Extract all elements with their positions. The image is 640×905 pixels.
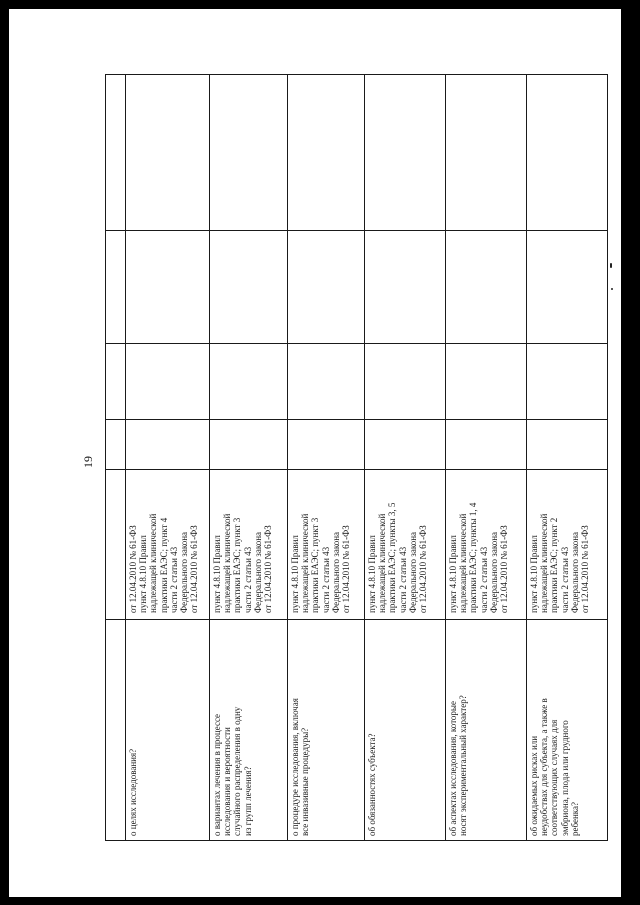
reference-text: пункт 4.8.10 Правил надлежащей клинической практики ЕАЭС; пункты 3, 5 части 2 статьи 43 Федерального закона от 12.04.2010 № 61-ФЗ bbox=[367, 502, 429, 613]
question-cell bbox=[287, 619, 364, 842]
table-column-divider bbox=[106, 343, 607, 344]
checklist-table bbox=[105, 74, 608, 841]
question-cell bbox=[445, 619, 526, 842]
table-column-divider bbox=[106, 419, 607, 420]
scan-speck bbox=[611, 288, 613, 290]
question-cell bbox=[526, 619, 608, 842]
question-text: об ожидаемых рисках или неудобствах для субъекта, а также в соответствующих случаях для эмбриона, плода или грудного ребенка? bbox=[529, 698, 580, 836]
reference-text: пункт 4.8.10 Правил надлежащей клинической практики ЕАЭС; пункт 2 части 2 статьи 43 Федерального закона от 12.04.2010 № 61-ФЗ bbox=[529, 513, 591, 613]
reference-cell bbox=[364, 469, 445, 619]
document-page bbox=[9, 9, 621, 897]
reference-text: пункт 4.8.10 Правил надлежащей клинической практики ЕАЭС; пункт 3 части 2 статьи 43 Федерального закона от 12.04.2010 № 61-ФЗ bbox=[290, 513, 352, 613]
reference-cell bbox=[209, 469, 287, 619]
question-text: об обязанностях субъекта? bbox=[367, 733, 377, 836]
page-number: 19 bbox=[81, 456, 95, 468]
reference-text: пункт 4.8.10 Правил надлежащей клинической практики ЕАЭС; пункты 1, 4 части 2 статьи 43 Федерального закона от 12.04.2010 № 61-ФЗ bbox=[448, 502, 510, 613]
reference-cell bbox=[125, 469, 209, 619]
question-text: об аспектах исследования, которые носят экспериментальный характер? bbox=[448, 695, 469, 836]
question-cell bbox=[125, 619, 209, 842]
question-cell bbox=[209, 619, 287, 842]
reference-cell bbox=[287, 469, 364, 619]
table-column-divider bbox=[106, 230, 607, 231]
scan-speck bbox=[610, 263, 612, 268]
question-text: о вариантах лечения в процессе исследования и вероятности случайного распределения в одну из групп лечения? bbox=[212, 706, 253, 836]
reference-cell bbox=[445, 469, 526, 619]
reference-text: пункт 4.8.10 Правил надлежащей клинической практики ЕАЭС; пункт 3 части 2 статьи 43 Федерального закона от 12.04.2010 № 61-ФЗ bbox=[212, 513, 274, 613]
reference-text: от 12.04.2010 № 61-ФЗ пункт 4.8.10 Правил надлежащей клинической практики ЕАЭС; пункт 4 части 2 статьи 43 Федерального закона от 12.04.2010 № 61-ФЗ bbox=[128, 513, 200, 613]
reference-cell bbox=[526, 469, 608, 619]
question-cell bbox=[364, 619, 445, 842]
question-text: о целях исследования? bbox=[128, 748, 138, 836]
question-text: о процедуре исследования, включая все инвазивные процедуры? bbox=[290, 698, 311, 836]
